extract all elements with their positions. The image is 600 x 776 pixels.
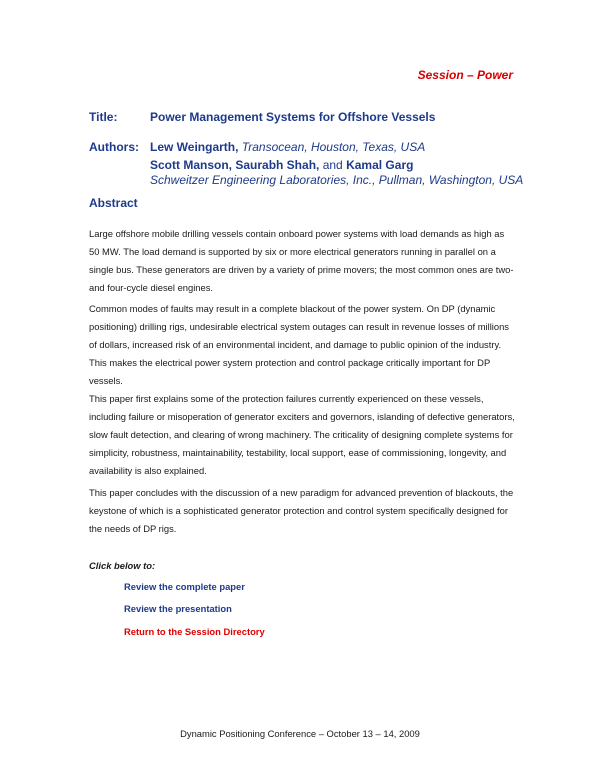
author-line-1 bbox=[150, 140, 425, 154]
abstract-paragraph-2: Common modes of faults may result in a complete blackout of the power system. On DP (dynamic positioning) drilling rigs, undesirable electrical system outages can result in revenue losses of millions of dollars, increased risk of an environmental incident, and damage to public opinion of the industry. This makes the electrical power system protection and control package critically important for DP vessels. bbox=[89, 303, 509, 386]
return-session-directory-link[interactable]: Return to the Session Directory bbox=[124, 626, 265, 637]
paper-title: Power Management Systems for Offshore Vessels bbox=[150, 110, 436, 124]
page-footer: Dynamic Positioning Conference – October 13 – 14, 2009 bbox=[180, 728, 420, 739]
authors-label: Authors: bbox=[89, 140, 139, 154]
review-paper-link[interactable]: Review the complete paper bbox=[124, 581, 245, 592]
author-line-3 bbox=[150, 173, 523, 187]
author-affiliation-2: Schweitzer Engineering Laboratories, Inc., Pullman, Washington, USA bbox=[150, 173, 524, 187]
abstract-paragraph-1: Large offshore mobile drilling vessels contain onboard power systems with load demands as high as 50 MW. The load demand is supported by six or more electrical generators running in parallel on a single bus. These generators are driven by a variety of prime movers; the most common ones are two- and four-cycle diesel engines. bbox=[89, 228, 514, 293]
author-names-1: Lew Weingarth, bbox=[150, 140, 239, 154]
abstract-paragraph-4: This paper concludes with the discussion of a new paradigm for advanced prevention of blackouts, the keystone of which is a sophisticated generator protection and control system specifically designed for the needs of DP rigs. bbox=[89, 487, 514, 534]
author-names-2b: Kamal Garg bbox=[346, 158, 414, 172]
abstract-heading: Abstract bbox=[89, 196, 138, 210]
session-label: Session – Power bbox=[417, 68, 513, 82]
author-affiliation-1: Transocean, Houston, Texas, USA bbox=[241, 140, 426, 154]
author-and: and bbox=[322, 158, 343, 172]
author-names-2a: Scott Manson, Saurabh Shah, bbox=[150, 158, 320, 172]
title-label: Title: bbox=[89, 110, 118, 124]
click-below-label: Click below to: bbox=[89, 560, 156, 571]
abstract-paragraph-3: This paper first explains some of the protection failures currently experienced on these vessels, including failure or misoperation of generator exciters and governors, islanding of defective generators, slow fault detection, and clearing of wrong machinery. The criticality of designing complete systems for simplicity, robustness, maintainability, testability, local support, ease of commissioning, longevity, and availability is also explained. bbox=[89, 393, 515, 476]
review-presentation-link[interactable]: Review the presentation bbox=[124, 603, 232, 614]
author-line-2 bbox=[150, 158, 413, 172]
